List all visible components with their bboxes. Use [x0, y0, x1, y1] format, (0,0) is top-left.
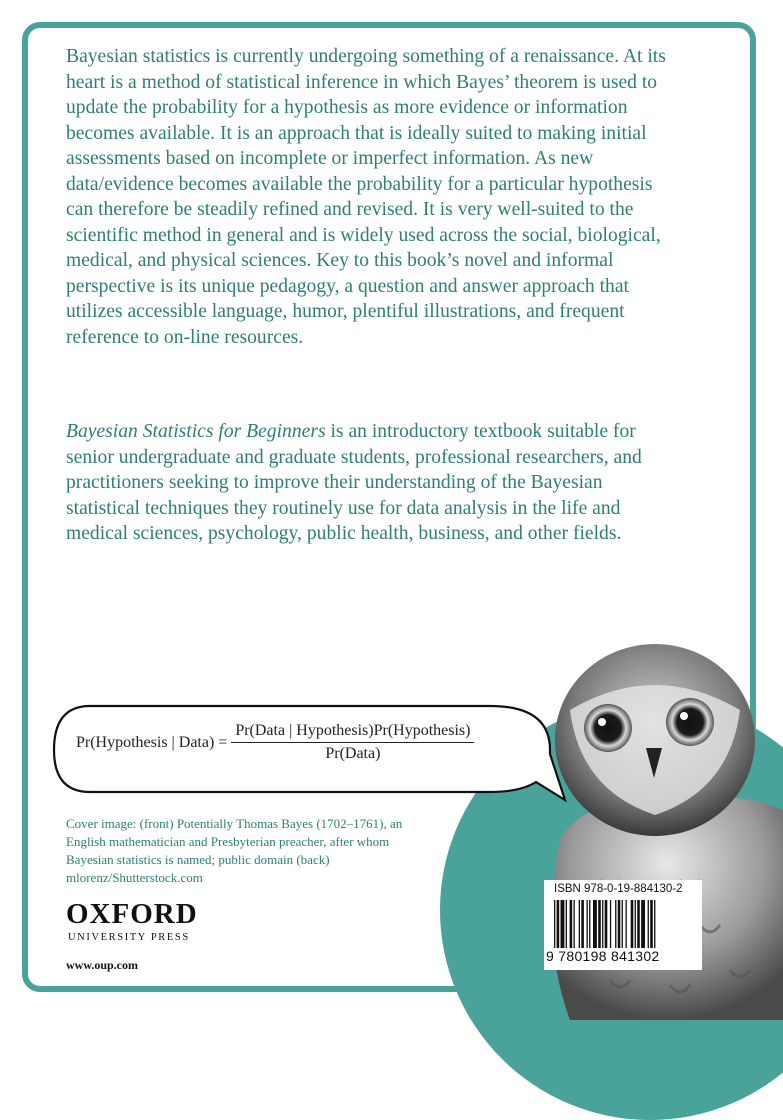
barcode-bar [579, 900, 580, 948]
formula-numerator: Pr(Data | Hypothesis)Pr(Hypothesis) [231, 722, 474, 743]
barcode-bar [654, 900, 655, 948]
website-link[interactable]: www.oup.com [66, 958, 139, 972]
barcode-bar [587, 900, 588, 948]
barcode-bar [570, 900, 573, 948]
university-press-text: UNIVERSITY PRESS [68, 932, 190, 943]
barcode-bar [626, 900, 627, 948]
barcode-bar [554, 900, 555, 948]
barcode-bar [618, 900, 621, 948]
barcode-bar [593, 900, 597, 948]
barcode-bar [615, 900, 616, 948]
cover-image-credit: Cover image: (front) Potentially Thomas Bayes (1702–1761), an English mathematician and Presbyterian preacher, after whom Bayesian statistics is named; public domain (back) mlorenz/Shutterstock.com [66, 816, 403, 885]
barcode-bar [557, 900, 560, 948]
barcode-bar [610, 900, 611, 948]
barcode-bar [581, 900, 584, 948]
barcode-bar [637, 900, 640, 948]
formula-denominator: Pr(Data) [325, 745, 381, 762]
barcode-bar [648, 900, 649, 948]
formula-lhs: Pr(Hypothesis | Data) = [76, 733, 228, 751]
barcode-bar [566, 900, 567, 948]
barcode-bar [622, 900, 623, 948]
barcode-bars [554, 900, 698, 948]
barcode-bar [635, 900, 636, 948]
book-title: Bayesian Statistics for Beginners [66, 421, 326, 442]
barcode-bar [589, 900, 590, 948]
formula-fraction [231, 722, 474, 763]
blurb-paragraph-2-text: is an introductory textbook suitable for senior undergraduate and graduate students, professional researchers, and practitioners seeking to improve their understanding of the Bayesian statistical techniques they routinely use for data analysis in the life and medical sciences, psychology, public health, business, and other fields. [66, 421, 642, 544]
barcode-bar [561, 900, 565, 948]
barcode-bar [602, 900, 603, 948]
barcode-digits: 9 780198 841302 [546, 948, 660, 964]
bayes-formula [76, 722, 474, 763]
oxford-logo-text: OXFORD [66, 898, 198, 930]
blurb-paragraph-2 [66, 419, 676, 547]
barcode-bar [598, 900, 601, 948]
barcode-bar [574, 900, 575, 948]
blurb-paragraph-1: Bayesian statistics is currently undergoing something of a renaissance. At its heart is a method of statistical inference in which Bayes’ theorem is used to update the probability for a hypothesis as more evidence or information becomes available. It is an approach that is ideally suited to making initial assessments based on incomplete or imperfect information. As new data/evidence becomes available the probability for a particular hypothesis can therefore be steadily refined and revised. It is very well-suited to the scientific method in general and is widely used across the social, biological, medical, and physical sciences. Key to this book’s novel and informal perspective is its unique pedagogy, a question and answer approach that utilizes accessible language, humor, plentiful illustrations, and frequent reference to on-line resources. [66, 46, 666, 348]
barcode-bar [650, 900, 653, 948]
barcode-bar [641, 900, 645, 948]
barcode-bar [605, 900, 608, 948]
barcode-box [544, 880, 702, 970]
barcode-bar [631, 900, 634, 948]
isbn-label: ISBN 978-0-19-884130-2 [554, 883, 683, 895]
